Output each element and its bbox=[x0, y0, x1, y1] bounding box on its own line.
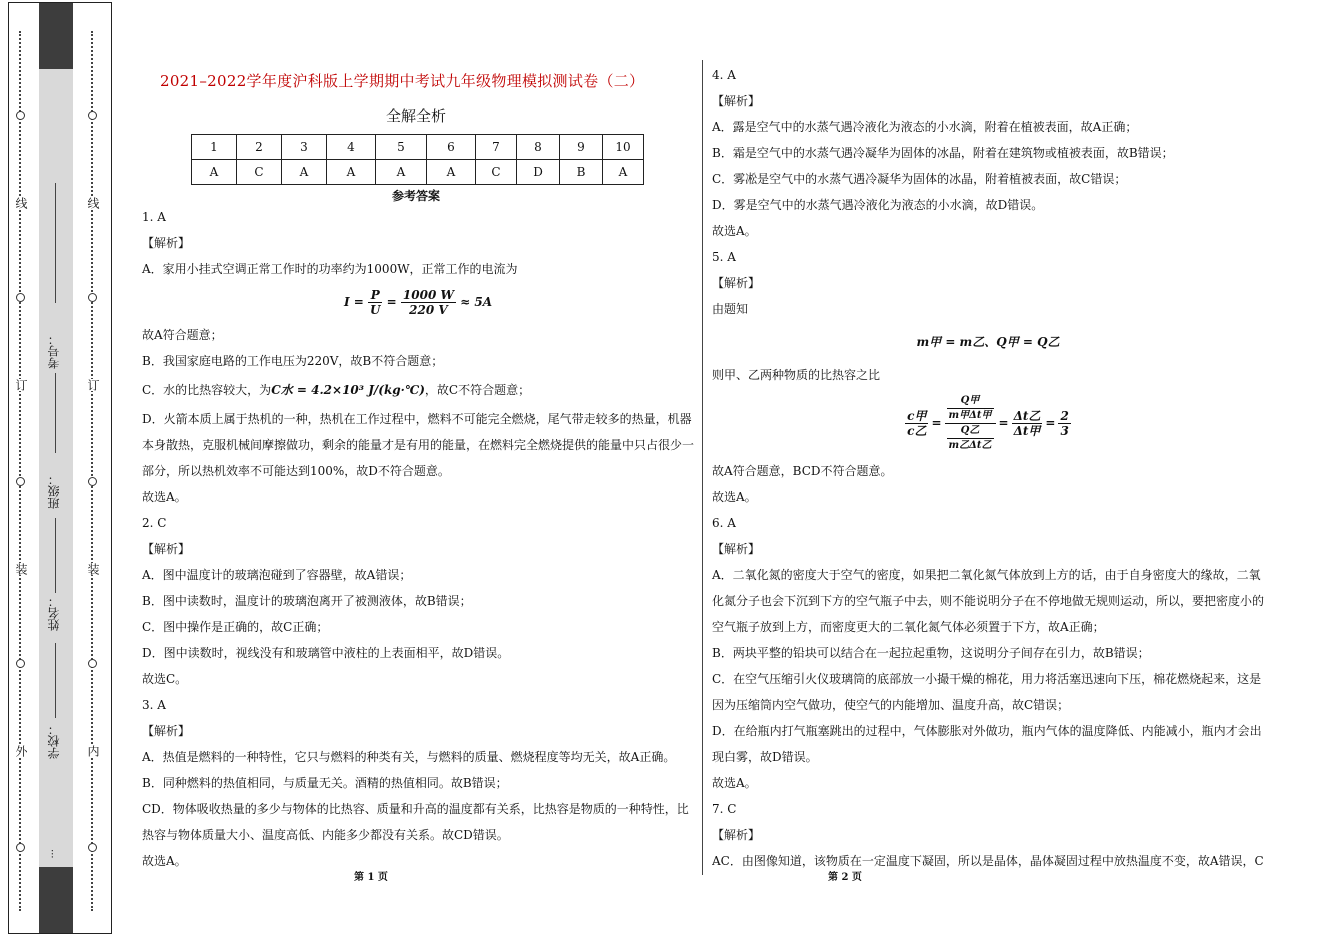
column-divider bbox=[702, 60, 703, 875]
analysis-heading: 【解析】 bbox=[142, 542, 191, 556]
answer-cell: A bbox=[427, 160, 476, 185]
answer-table bbox=[191, 134, 644, 185]
analysis-text: C．在空气压缩引火仪玻璃筒的底部放一小撮干燥的棉花，用力将活塞迅速向下压，棉花燃烧起来，这是因为压缩筒内空气做功，使空气的内能增加、温度升高，故C错误； bbox=[712, 672, 1262, 712]
inner-label-mount: 装 bbox=[86, 563, 100, 575]
binding-margin bbox=[8, 2, 112, 934]
answer-cell: C bbox=[476, 160, 517, 185]
answer-number-cell: 9 bbox=[560, 135, 603, 160]
outer-label-bind: 订 bbox=[14, 379, 28, 391]
strip-bottom-block bbox=[39, 867, 73, 933]
exam-number-field-line[interactable] bbox=[55, 183, 56, 303]
inner-label-line: 线 bbox=[86, 197, 100, 209]
class-label: 班级： bbox=[47, 473, 61, 509]
analysis-text: AC．由图像知道，该物质在一定温度下凝固，所以是晶体，晶体凝固过程中放热温度不变，故A错误，C bbox=[712, 854, 1264, 868]
answer-table-number-row bbox=[192, 135, 644, 160]
analysis-text: D．雾是空气中的水蒸气遇冷液化为液态的小水滴，故D错误。 bbox=[712, 198, 1044, 212]
analysis-text: B．图中读数时，温度计的玻璃泡离开了被测液体，故B错误； bbox=[142, 594, 472, 608]
margin-circle bbox=[16, 843, 25, 852]
analysis-text: A．热值是燃料的一种特性，它只与燃料的种类有关，与燃料的质量、燃烧程度等均无关，故A正确。 bbox=[142, 750, 676, 764]
outer-label-outside: 外 bbox=[14, 745, 28, 757]
answer-cell: A bbox=[327, 160, 376, 185]
margin-circle bbox=[88, 111, 97, 120]
answer-cell: A bbox=[376, 160, 427, 185]
formula-ratio: $\frac{\text{c甲}}{\text{c乙}}$ = $\frac{\frac{\text{Q甲}}{\text{m甲Δt甲}}}{\frac{\text{Q乙}}{\text{m乙Δt乙}}}$ = $\frac{\text{Δt乙}}{\text{Δt甲}}$ = $\frac{2}{3}$ bbox=[907, 394, 1069, 451]
answer-number-cell: 3 bbox=[282, 135, 327, 160]
answer-cell: C bbox=[237, 160, 282, 185]
answer-number-cell: 2 bbox=[237, 135, 282, 160]
conclusion: 故选A。 bbox=[712, 490, 757, 504]
analysis-text: B．同种燃料的热值相同，与质量无关。酒精的热值相同。故B错误； bbox=[142, 776, 508, 790]
question-number: 1. A bbox=[142, 210, 166, 224]
page-subtitle: 全解全析 bbox=[386, 107, 447, 125]
answer-number-cell: 7 bbox=[476, 135, 517, 160]
analysis-text: 故A符合题意； bbox=[142, 328, 223, 342]
question-number: 3. A bbox=[142, 698, 166, 712]
margin-circle bbox=[16, 111, 25, 120]
answer-table-answer-row bbox=[192, 160, 644, 185]
analysis-heading: 【解析】 bbox=[142, 236, 191, 250]
analysis-text: B．两块平整的铅块可以结合在一起拉起重物，这说明分子间存在引力，故B错误； bbox=[712, 646, 1150, 660]
analysis-text: CD．物体吸收热量的多少与物体的比热容、质量和升高的温度都有关系，比热容是物质的一种特性，比热容与物体质量大小、温度高低、内能多少都没有关系。故CD错误。 bbox=[142, 802, 689, 842]
analysis-heading: 【解析】 bbox=[142, 724, 191, 738]
analysis-text: C．图中操作是正确的，故C正确； bbox=[142, 620, 329, 634]
margin-circle bbox=[88, 293, 97, 302]
school-field-line[interactable] bbox=[55, 643, 56, 718]
margin-circle bbox=[16, 477, 25, 486]
margin-circle bbox=[88, 477, 97, 486]
inner-dotted-line bbox=[91, 31, 93, 911]
margin-circle bbox=[88, 843, 97, 852]
left-column bbox=[142, 204, 694, 874]
strip-top-block bbox=[39, 3, 73, 69]
answer-number-cell: 1 bbox=[192, 135, 237, 160]
conclusion: 故选A。 bbox=[142, 490, 187, 504]
analysis-text: D．图中读数时，视线没有和玻璃管中液柱的上表面相平，故D错误。 bbox=[142, 646, 510, 660]
page-title: 2021–2022学年度沪科版上学期期中考试九年级物理模拟测试卷（二） bbox=[160, 72, 645, 90]
inner-label-bind: 订 bbox=[86, 379, 100, 391]
answer-cell: A bbox=[282, 160, 327, 185]
analysis-text: D．在给瓶内打气瓶塞跳出的过程中，气体膨胀对外做功，瓶内气体的温度降低、内能减小，瓶内才会出现白雾，故D错误。 bbox=[712, 724, 1262, 764]
question-number: 7. C bbox=[712, 802, 737, 816]
analysis-text: A．图中温度计的玻璃泡碰到了容器壁，故A错误； bbox=[142, 568, 412, 582]
analysis-text: B．霜是空气中的水蒸气遇冷凝华为固体的冰晶，附着在建筑物或植被表面，故B错误； bbox=[712, 146, 1174, 160]
page-number-1: 第 1 页 bbox=[354, 872, 388, 883]
margin-circle bbox=[88, 659, 97, 668]
page-number-2: 第 2 页 bbox=[828, 872, 862, 883]
conclusion: 故选C。 bbox=[142, 672, 188, 686]
answer-cell: B bbox=[560, 160, 603, 185]
class-field-line[interactable] bbox=[55, 373, 56, 453]
inner-label-inside: 内 bbox=[86, 745, 100, 757]
analysis-text: C．雾凇是空气中的水蒸气遇冷凝华为固体的冰晶，附着植被表面，故C错误； bbox=[712, 172, 1127, 186]
answer-number-cell: 4 bbox=[327, 135, 376, 160]
exam-number-label: 考号： bbox=[47, 333, 61, 369]
conclusion: 故选A。 bbox=[712, 776, 757, 790]
student-info-strip bbox=[39, 3, 73, 933]
analysis-heading: 【解析】 bbox=[712, 94, 761, 108]
answer-cell: A bbox=[603, 160, 644, 185]
outer-label-line: 线 bbox=[14, 197, 28, 209]
answer-number-cell: 8 bbox=[517, 135, 560, 160]
answer-table-caption: 参考答案 bbox=[392, 189, 441, 203]
analysis-text: 由题知 bbox=[712, 302, 749, 316]
school-label: 学校： bbox=[47, 723, 61, 759]
analysis-text: 则甲、乙两种物质的比热容之比 bbox=[712, 368, 881, 382]
analysis-text: A．家用小挂式空调正常工作时的功率约为1000W，正常工作的电流为 bbox=[142, 262, 518, 276]
margin-circle bbox=[16, 293, 25, 302]
formula-current: I = $\frac{P}{U}$ = $\frac{1000 W}{220 V}$ ≈ 5A bbox=[343, 288, 493, 317]
conclusion: 故选A。 bbox=[712, 224, 757, 238]
strip-ellipsis: ... bbox=[45, 849, 56, 859]
outer-dotted-line bbox=[19, 31, 21, 911]
name-label: 姓名： bbox=[47, 595, 61, 631]
analysis-text: 故A符合题意，BCD不符合题意。 bbox=[712, 464, 893, 478]
analysis-text: C．水的比热容较大，为C水 = 4.2×10³ J/(kg·℃)，故C不符合题意； bbox=[142, 383, 531, 397]
analysis-text: B．我国家庭电路的工作电压为220V，故B不符合题意； bbox=[142, 354, 444, 368]
answer-number-cell: 5 bbox=[376, 135, 427, 160]
analysis-heading: 【解析】 bbox=[712, 828, 761, 842]
analysis-heading: 【解析】 bbox=[712, 276, 761, 290]
answer-cell: D bbox=[517, 160, 560, 185]
analysis-text: D．火箭本质上属于热机的一种，热机在工作过程中，燃料不可能完全燃烧，尾气带走较多的热量，机器本身散热，克服机械间摩擦做功，剩余的能量才是有用的能量，在燃料完全燃烧提供的能量中只占很少一部分，所以热机效率不可能达到100%，故D不符合题意。 bbox=[142, 412, 695, 478]
question-number: 4. A bbox=[712, 68, 736, 82]
margin-circle bbox=[16, 659, 25, 668]
outer-label-mount: 装 bbox=[14, 563, 28, 575]
formula-c-water: C水 = 4.2×10³ J/(kg·℃) bbox=[271, 383, 425, 397]
answer-number-cell: 6 bbox=[427, 135, 476, 160]
question-number: 6. A bbox=[712, 516, 736, 530]
formula-mass-heat: m甲 = m乙、Q甲 = Q乙 bbox=[916, 335, 1060, 349]
analysis-heading: 【解析】 bbox=[712, 542, 761, 556]
question-number: 2. C bbox=[142, 516, 167, 530]
answer-number-cell: 10 bbox=[603, 135, 644, 160]
analysis-text: A．露是空气中的水蒸气遇冷液化为液态的小水滴，附着在植被表面，故A正确； bbox=[712, 120, 1138, 134]
analysis-text: A．二氧化氮的密度大于空气的密度，如果把二氧化氮气体放到上方的话，由于自身密度大的缘故，二氧化氮分子也会下沉到下方的空气瓶子中去，则不能说明分子在不停地做无规则运动，所以，要把密度小的空气瓶子放到上方，而密度更大的二氧化氮气体必须置于下方，故A正确； bbox=[712, 568, 1265, 634]
question-number: 5. A bbox=[712, 250, 736, 264]
right-column bbox=[712, 62, 1264, 874]
name-field-line[interactable] bbox=[55, 518, 56, 593]
conclusion: 故选A。 bbox=[142, 854, 187, 868]
answer-cell: A bbox=[192, 160, 237, 185]
